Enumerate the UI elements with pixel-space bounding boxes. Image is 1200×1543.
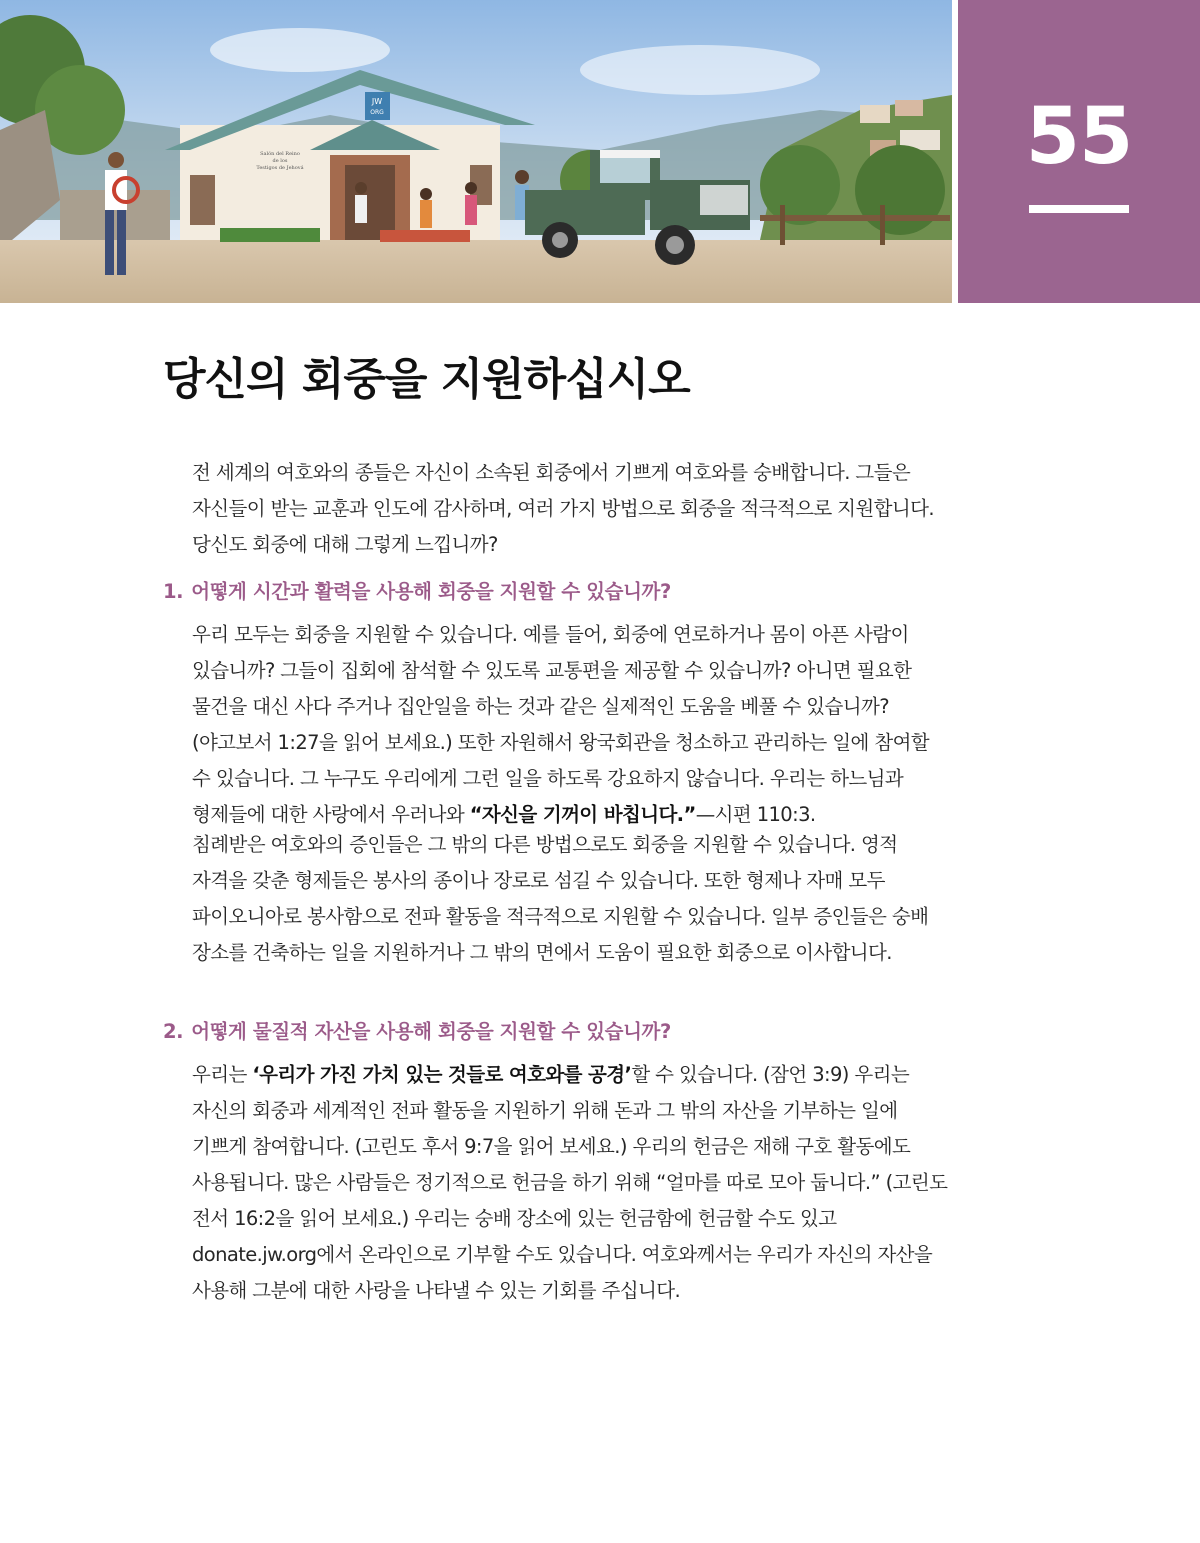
section-2-paragraph-1 (192, 1057, 952, 1309)
lesson-number-underline (1029, 205, 1129, 213)
section-2-heading (163, 1017, 963, 1047)
intro-paragraph: 전 세계의 여호와의 종들은 자신이 소속된 회중에서 기쁘게 여호와를 숭배합니다. 그들은 자신들이 받는 교훈과 인도에 감사하며, 여러 가지 방법으로 회중을 적극적으로 지원합니다. 당신도 회중에 대해 그렇게 느낍니까? (192, 461, 934, 556)
jw-logo-text-2: ORG (370, 109, 384, 116)
page-title: 당신의 회중을 지원하십시오 (163, 354, 690, 405)
section-1-number: 1. (163, 580, 184, 603)
svg-text:de los: de los (272, 158, 288, 164)
lesson-number: 55 (1025, 92, 1133, 182)
section-1-heading (163, 577, 963, 607)
kingdom-hall-illustration (0, 0, 952, 303)
section-1-heading-text: 어떻게 시간과 활력을 사용해 회중을 지원할 수 있습니까? (191, 580, 671, 603)
lesson-number-tab (958, 0, 1200, 303)
ground (0, 240, 952, 303)
section-2-number: 2. (163, 1020, 184, 1043)
section-1-p1-ref: —시편 110:3. (695, 803, 816, 826)
jw-logo-text-1: JW (371, 97, 383, 106)
section-2-p1-pre: 우리는 (192, 1063, 253, 1086)
section-1-p1-quote: “자신을 기꺼이 바칩니다.” (469, 803, 696, 826)
section-2-heading-text: 어떻게 물질적 자산을 사용해 회중을 지원할 수 있습니까? (191, 1020, 671, 1043)
svg-text:Salón del Reino: Salón del Reino (260, 151, 300, 157)
section-2-p1-quote: ‘우리가 가진 가치 있는 것들로 여호와를 공경’ (252, 1063, 632, 1086)
svg-text:Testigos de Jehová: Testigos de Jehová (256, 165, 304, 171)
hero-image (0, 0, 952, 303)
section-1-p1-text: 우리 모두는 회중을 지원할 수 있습니다. 예를 들어, 회중에 연로하거나 몸이 아픈 사람이 있습니까? 그들이 집회에 참석할 수 있도록 교통편을 제공할 수 있습니까? 아니면 필요한 물건을 대신 사다 주거나 집안일을 하는 것과 같은 실제적인 도움을 베풀 수 있습니까? (야고보서 1:27을 읽어 보세요.) 또한 자원해서 왕국회관을 청소하고 관리하는 일에 참여할 수 있습니다. 그 누구도 우리에게 그런 일을 하도록 강요하지 않습니다. 우리는 하느님과 형제들에 대한 사랑에서 우러나와 (192, 623, 930, 826)
section-1-paragraph-2: 침례받은 여호와의 증인들은 그 밖의 다른 방법으로도 회중을 지원할 수 있습니다. 영적 자격을 갖춘 형제들은 봉사의 종이나 장로로 섬길 수 있습니다. 또한 형제나 자매 모두 파이오니아로 봉사함으로 전파 활동을 적극적으로 지원할 수 있습니다. 일부 증인들은 숭배 장소를 건축하는 일을 지원하거나 그 밖의 면에서 도움이 필요한 회중으로 이사합니다. (192, 833, 929, 964)
section-1-paragraph-1 (192, 617, 952, 833)
section-2-p1-text: 할 수 있습니다. (잠언 3:9) 우리는 자신의 회중과 세계적인 전파 활동을 지원하기 위해 돈과 그 밖의 자산을 기부하는 일에 기쁘게 참여합니다. (고린도 후서 9:7을 읽어 보세요.) 우리의 헌금은 재해 구호 활동에도 사용됩니다. 많은 사람들은 정기적으로 헌금을 하기 위해 “얼마를 따로 모아 둡니다.” (고린도 전서 16:2을 읽어 보세요.) 우리는 숭배 장소에 있는 헌금함에 헌금할 수도 있고 donate.jw.org에서 온라인으로 기부할 수도 있습니다. 여호와께서는 우리가 자신의 자산을 사용해 그분에 대한 사랑을 나타낼 수 있는 기회를 주십니다. (192, 1063, 948, 1302)
